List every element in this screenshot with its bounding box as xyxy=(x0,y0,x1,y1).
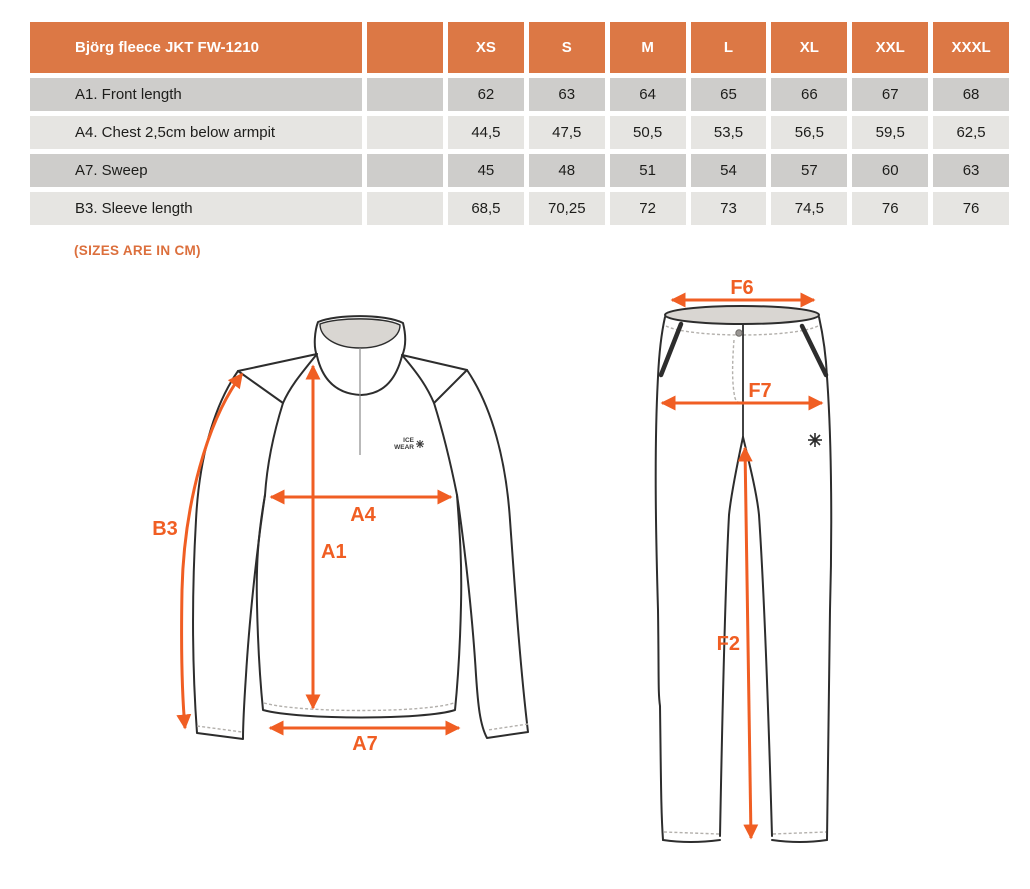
size-col-header-s: S xyxy=(529,22,605,73)
pants-right-outer xyxy=(819,317,831,840)
pants-right-hem-stitch xyxy=(773,832,826,834)
pants-snowflake-icon xyxy=(808,433,822,447)
size-value-cell: 45 xyxy=(448,154,524,187)
size-value-cell: 73 xyxy=(691,192,767,225)
size-col-header-xxxl: XXXL xyxy=(933,22,1009,73)
size-value-cell: 62,5 xyxy=(933,116,1009,149)
measure-label-f7: F7 xyxy=(748,380,772,402)
size-col-header-xl: XL xyxy=(771,22,847,73)
pants-left-hem-stitch xyxy=(664,832,719,834)
icewear-logo xyxy=(394,437,424,451)
size-value-cell: 54 xyxy=(691,154,767,187)
size-table xyxy=(30,22,1009,225)
measure-arrow-b3 xyxy=(182,374,242,728)
size-value-cell: 67 xyxy=(852,78,928,111)
size-value-cell: 62 xyxy=(448,78,524,111)
jacket-collar-inner xyxy=(320,319,400,348)
size-value-cell: 68 xyxy=(933,78,1009,111)
logo-snowflake-icon xyxy=(416,440,424,448)
size-value-cell: 56,5 xyxy=(771,116,847,149)
size-value-cell: 51 xyxy=(610,154,686,187)
svg-text:WEAR: WEAR xyxy=(394,444,414,451)
row-label: A1. Front length xyxy=(30,78,362,111)
size-value-cell: 57 xyxy=(771,154,847,187)
size-value-cell: 76 xyxy=(933,192,1009,225)
size-value-cell: 59,5 xyxy=(852,116,928,149)
table-title: Björg fleece JKT FW-1210 xyxy=(30,22,362,73)
pants-waist-opening xyxy=(665,306,819,324)
measure-label-a1: A1 xyxy=(321,541,347,563)
size-value-cell: 48 xyxy=(529,154,605,187)
size-value-cell: 66 xyxy=(771,78,847,111)
jacket-left-sleeve xyxy=(193,371,265,739)
measure-label-a4: A4 xyxy=(350,504,376,526)
jacket-right-raglan-seam xyxy=(402,355,457,495)
pants-right-hem xyxy=(772,840,827,842)
size-value-cell: 68,5 xyxy=(448,192,524,225)
jacket-left-raglan-seam xyxy=(265,354,317,495)
measure-label-f2: F2 xyxy=(716,633,740,655)
pants-left-pocket xyxy=(661,324,681,375)
jacket-body-outline xyxy=(257,495,462,718)
pants-technical-drawing xyxy=(630,280,860,860)
pants-left-hem xyxy=(663,840,720,842)
size-col-header-l: L xyxy=(691,22,767,73)
size-value-cell: 63 xyxy=(529,78,605,111)
size-value-cell: 60 xyxy=(852,154,928,187)
jacket-right-cuff-stitch xyxy=(488,724,528,730)
spacer-cell xyxy=(367,78,443,111)
size-value-cell: 50,5 xyxy=(610,116,686,149)
jacket-left-shoulder xyxy=(238,354,317,403)
size-value-cell: 72 xyxy=(610,192,686,225)
size-value-cell: 76 xyxy=(852,192,928,225)
jacket-right-sleeve xyxy=(457,370,528,738)
measure-label-b3: B3 xyxy=(152,518,178,540)
pants-left-outer xyxy=(656,317,665,840)
size-value-cell: 53,5 xyxy=(691,116,767,149)
measure-label-a7: A7 xyxy=(352,733,378,755)
size-col-header-xs: XS xyxy=(448,22,524,73)
measure-arrow-f2 xyxy=(745,448,751,838)
jacket-left-cuff-stitch xyxy=(197,726,242,732)
spacer-cell xyxy=(367,192,443,225)
row-label: A4. Chest 2,5cm below armpit xyxy=(30,116,362,149)
spacer-cell xyxy=(367,154,443,187)
sizes-unit-note: (SIZES ARE IN CM) xyxy=(74,243,201,258)
row-label: A7. Sweep xyxy=(30,154,362,187)
jacket-right-shoulder xyxy=(402,355,467,403)
size-value-cell: 65 xyxy=(691,78,767,111)
pants-fly-stitch xyxy=(733,340,743,403)
spacer-header-cell xyxy=(367,22,443,73)
measure-label-f6: F6 xyxy=(730,280,754,299)
size-col-header-m: M xyxy=(610,22,686,73)
size-value-cell: 47,5 xyxy=(529,116,605,149)
size-value-cell: 70,25 xyxy=(529,192,605,225)
row-label: B3. Sleeve length xyxy=(30,192,362,225)
size-col-header-xxl: XXL xyxy=(852,22,928,73)
size-value-cell: 63 xyxy=(933,154,1009,187)
pants-button xyxy=(736,330,742,336)
size-value-cell: 44,5 xyxy=(448,116,524,149)
svg-text:ICE: ICE xyxy=(403,437,414,444)
jacket-technical-drawing xyxy=(135,295,555,775)
jacket-hem-stitch xyxy=(264,703,454,711)
size-value-cell: 64 xyxy=(610,78,686,111)
size-value-cell: 74,5 xyxy=(771,192,847,225)
spacer-cell xyxy=(367,116,443,149)
